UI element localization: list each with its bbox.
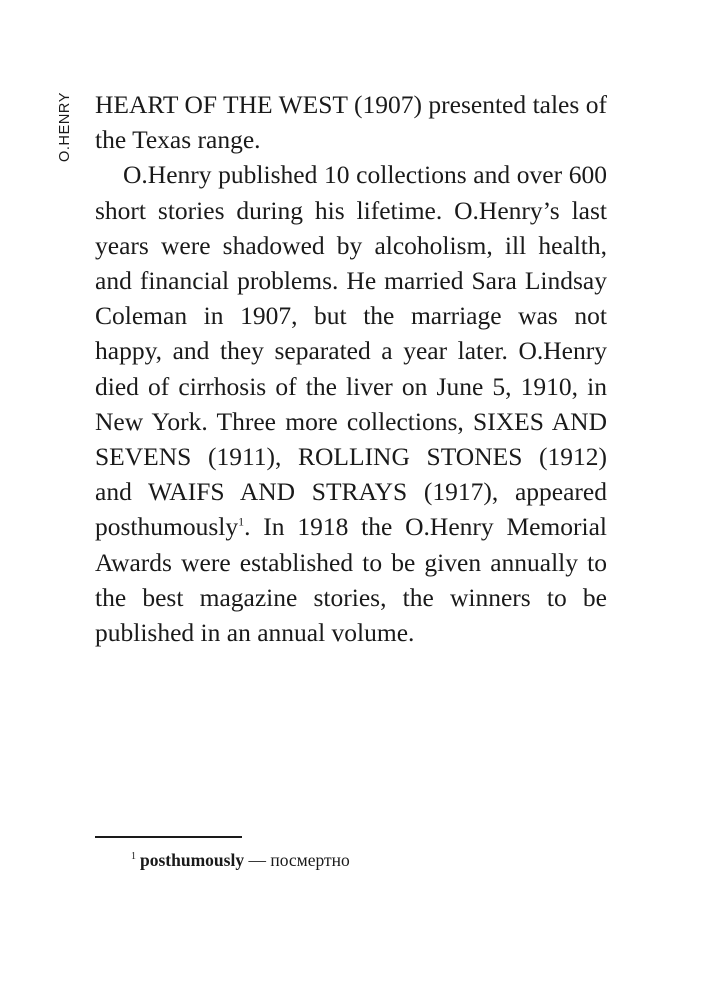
footnote-term: posthumously — [140, 850, 245, 870]
paragraph-2-tail: . In 1918 the O.Henry Memorial Awards were established to be given annually to the best magazine stories, the winners to be published in an annual volume. — [95, 512, 607, 648]
running-head-text: O.HENRY — [57, 91, 73, 163]
running-head — [57, 88, 73, 166]
paragraph-1: HEART OF THE WEST (1907) presented tales of the Texas range. — [95, 90, 607, 155]
footnote-translation: посмертно — [270, 850, 350, 870]
footnote-reference: 1 — [238, 514, 245, 529]
paragraph-2-main: O.Henry published 10 collections and over 600 short stories during his lifetime. O.Henry’s last years were shadowed by alcoholism, ill health, and financial problems. He married Sara Lindsay Coleman in 1907, but the marriage was not happy, and they separated a year later. O.Henry died of cirrhosis of the liver on June 5, 1910, in New York. Three more collections, SIXES AND SEVENS (1911), ROLLING STONES (1912) and WAIFS AND STRAYS (1917), appeared posthumously — [95, 160, 607, 542]
paragraph-2 — [95, 157, 607, 650]
footnote-dash: — — [244, 850, 271, 870]
main-text — [95, 87, 607, 650]
footnote-divider — [95, 836, 242, 838]
footnote — [131, 848, 350, 872]
footnote-number: 1 — [131, 851, 136, 863]
